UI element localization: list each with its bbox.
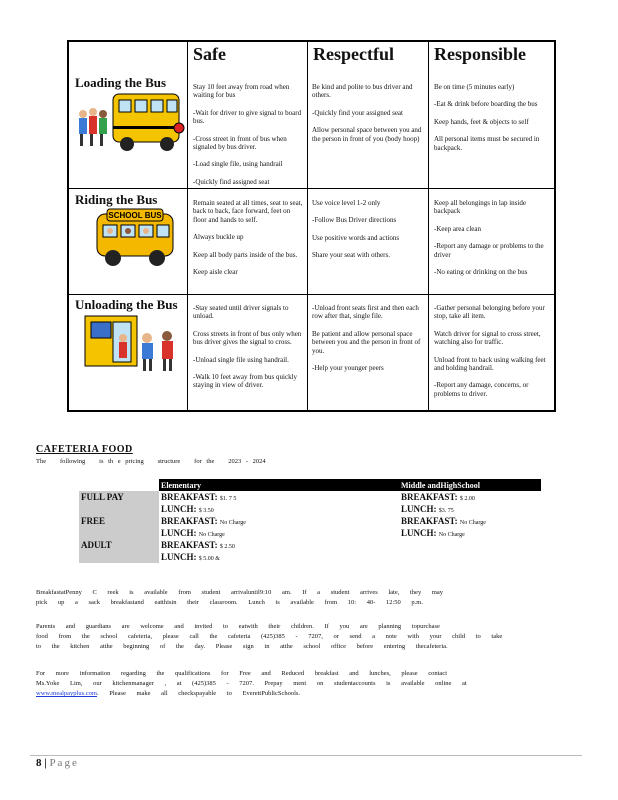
divider bbox=[307, 42, 308, 410]
divider bbox=[69, 294, 554, 295]
paragraph-line: to the kitchen atthe beginning of the day. Please sign in atthe school office before entering thecafeteria. bbox=[36, 643, 448, 650]
price-value: No Charge bbox=[219, 520, 246, 526]
footer-separator: | bbox=[44, 757, 47, 769]
cell-unloading-safe bbox=[193, 304, 305, 399]
cell-text: -Keep area clean bbox=[434, 224, 482, 233]
cell-loading-respectful bbox=[312, 83, 424, 152]
cell-text: Use voice level 1-2 only bbox=[312, 199, 381, 207]
price-value: No Charge bbox=[459, 520, 486, 526]
paragraph-line bbox=[36, 689, 586, 699]
paragraph-line: For more information regarding the qualifications for Free and Reduced breakfast and lunches, please contact bbox=[36, 670, 447, 677]
cell-text: -Help your younger peers bbox=[312, 364, 384, 373]
meal-label: BREAKFAST: bbox=[161, 492, 218, 502]
cell-text: Remain seated at all times, seat to seat, back to back, face forward, feet on floor and hands to self. bbox=[193, 199, 303, 224]
row-label-unloading: Unloading the Bus bbox=[75, 297, 178, 312]
price-value: $3. 75 bbox=[438, 508, 454, 514]
cell-text: -Follow Bus Driver directions bbox=[312, 216, 397, 225]
row-label-loading: Loading the Bus bbox=[75, 75, 167, 90]
page-footer bbox=[36, 757, 79, 769]
mealpayplus-link[interactable]: www.mealpayplus.com bbox=[36, 690, 97, 697]
cell-text: Unload front to back using walking feet and holding handrail. bbox=[434, 355, 546, 373]
bus-sign-text: SCHOOL BUS bbox=[108, 211, 162, 220]
price-cell bbox=[399, 503, 541, 515]
cell-text: -Report any damage, concerns, or problems to driver. bbox=[434, 381, 529, 398]
price-value: $ 2.00 bbox=[459, 496, 475, 502]
price-cell bbox=[159, 491, 399, 503]
paragraph-line: Parents and guardians are welcome and invited to eatwith their children. If you are planning topurchase bbox=[36, 623, 440, 630]
cell-text: -Wait for driver to give signal to board bus. bbox=[193, 108, 302, 126]
cell-text: Keep hands, feet & objects to self bbox=[434, 117, 529, 126]
divider bbox=[69, 188, 554, 189]
cell-text: -No eating or drinking on the bus bbox=[434, 268, 528, 277]
column-header-respectful: Respectful bbox=[313, 44, 394, 64]
cell-text: Be on time (5 minutes early) bbox=[434, 83, 515, 91]
page-label: Page bbox=[49, 757, 79, 769]
divider bbox=[428, 42, 429, 410]
column-header-responsible: Responsible bbox=[434, 44, 527, 64]
cell-riding-responsible bbox=[434, 199, 552, 285]
meal-label: BREAKFAST: bbox=[401, 516, 458, 526]
price-cell bbox=[399, 515, 541, 527]
price-value: $1. 7 5 bbox=[219, 496, 237, 502]
cell-text: -Load single file, using handrail bbox=[193, 160, 283, 169]
price-cell-empty bbox=[399, 539, 541, 551]
cell-text: Keep all belongings in lap inside backpack bbox=[434, 199, 526, 216]
cell-unloading-responsible bbox=[434, 304, 552, 407]
price-table bbox=[79, 479, 541, 563]
meal-label: LUNCH: bbox=[401, 504, 437, 514]
meal-label: LUNCH: bbox=[161, 528, 197, 538]
shade-cell bbox=[79, 551, 159, 563]
paragraph-line: BreakfastatPenny C reek is available from student arrivaluntil9:10 am. If a student arrives late, they may bbox=[36, 589, 444, 596]
cell-text: -Gather personal belonging before your stop, take all item. bbox=[434, 304, 545, 321]
shade-cell bbox=[79, 503, 159, 515]
cell-text: Be patient and allow personal space between you and the person in front of you. bbox=[312, 329, 421, 355]
meal-label: LUNCH: bbox=[401, 528, 437, 538]
riding-bus-illustration bbox=[93, 208, 177, 270]
cell-text: -Quickly find assigned seat bbox=[193, 177, 270, 186]
unloading-bus-illustration bbox=[83, 312, 183, 376]
price-cell bbox=[399, 491, 541, 503]
row-label-full-pay: FULL PAY bbox=[79, 491, 159, 503]
cell-text: Watch driver for signal to cross street, watching also for traffic. bbox=[434, 329, 541, 347]
meal-label: BREAKFAST: bbox=[161, 540, 218, 550]
cell-text: -Walk 10 feet away from bus quickly staying in view of driver. bbox=[193, 373, 298, 390]
cell-text: -Quickly find your assigned seat bbox=[312, 108, 403, 117]
paragraph-line: food from the school cafeteria, please call the cafeteria (425)385 - 7207, or send a note with your child to take bbox=[36, 633, 503, 640]
cell-text: -Report any damage or problems to the driver bbox=[434, 242, 544, 259]
cell-text: Share your seat with others. bbox=[312, 251, 390, 260]
cell-text: All personal items must be secured in backpack. bbox=[434, 135, 540, 152]
header-elementary: Elementary bbox=[159, 479, 399, 491]
cell-loading-responsible bbox=[434, 83, 552, 161]
cell-text: -Unload single file using handrail. bbox=[193, 355, 289, 364]
price-cell bbox=[159, 515, 399, 527]
price-value: $ 5.00 & bbox=[198, 556, 220, 562]
price-cell bbox=[159, 503, 399, 515]
cell-text: Be kind and polite to bus driver and others. bbox=[312, 83, 413, 100]
shade-cell bbox=[79, 527, 159, 539]
paragraph-text: . Please make all checkspayable to EverettPublicSchools. bbox=[96, 690, 301, 697]
price-value: $ 2.50 bbox=[219, 544, 235, 550]
price-cell bbox=[159, 551, 399, 563]
cell-text: -Unload front seats first and then each row after that, single file. bbox=[312, 304, 419, 321]
price-value: $ 3.50 bbox=[198, 508, 214, 514]
cell-text: Allow personal space between you and the person in front of you (body hoop) bbox=[312, 126, 422, 143]
footer-divider bbox=[30, 755, 582, 756]
meal-label: LUNCH: bbox=[161, 504, 197, 514]
cell-text: Stay 10 feet away from road when waiting for bus bbox=[193, 83, 290, 100]
cell-riding-safe bbox=[193, 199, 305, 285]
header-blank bbox=[79, 479, 159, 491]
row-label-riding: Riding the Bus bbox=[75, 192, 158, 207]
paragraph-line: pick up a sack breakfastand eatthisin their classroom. Lunch is available from 10: 40- 12:50 p.m. bbox=[36, 599, 423, 606]
price-cell bbox=[159, 539, 399, 551]
cell-loading-safe bbox=[193, 83, 305, 195]
info-paragraph bbox=[36, 669, 586, 699]
price-cell bbox=[399, 527, 541, 539]
divider bbox=[187, 42, 188, 410]
page-number: 8 bbox=[36, 757, 42, 769]
cafeteria-title: CAFETERIA FOOD bbox=[36, 444, 133, 455]
column-header-safe: Safe bbox=[193, 44, 226, 64]
parents-paragraph bbox=[36, 622, 586, 652]
cell-text: Cross streets in front of bus only when bus driver gives the signal to cross. bbox=[193, 329, 302, 347]
cell-text: Keep all body parts inside of the bus. bbox=[193, 250, 298, 259]
cell-text: -Eat & drink before boarding the bus bbox=[434, 100, 538, 109]
cell-text: Use positive words and actions bbox=[312, 233, 400, 242]
cell-unloading-respectful bbox=[312, 304, 424, 381]
cell-text: -Stay seated until driver signals to unload. bbox=[193, 304, 289, 321]
meal-label: BREAKFAST: bbox=[161, 516, 218, 526]
cell-text: Always buckle up bbox=[193, 233, 244, 242]
cell-text: -Cross street in front of bus when signaled by bus driver. bbox=[193, 134, 287, 152]
behavior-matrix bbox=[67, 40, 556, 412]
meal-label: BREAKFAST: bbox=[401, 492, 458, 502]
paragraph-line: Ms.Yoke Lim, our kitchenmanager , at (425)385 - 7207. Prepay ment on studentaccounts is available online at bbox=[36, 680, 467, 687]
price-value: No Charge bbox=[198, 532, 225, 538]
row-label-adult: ADULT bbox=[79, 539, 159, 551]
price-cell-empty bbox=[399, 551, 541, 563]
row-label-free: FREE bbox=[79, 515, 159, 527]
meal-label: LUNCH: bbox=[161, 552, 197, 562]
price-cell bbox=[159, 527, 399, 539]
cell-riding-respectful bbox=[312, 199, 424, 269]
breakfast-paragraph bbox=[36, 588, 586, 608]
header-middle-high: Middle andHighSchool bbox=[399, 479, 541, 491]
loading-bus-illustration bbox=[75, 88, 185, 160]
pricing-intro: The following is th e pricing structure for the 2023 - 2024 bbox=[36, 458, 266, 465]
cell-text: Keep aisle clear bbox=[193, 268, 238, 277]
price-value: No Charge bbox=[438, 532, 465, 538]
